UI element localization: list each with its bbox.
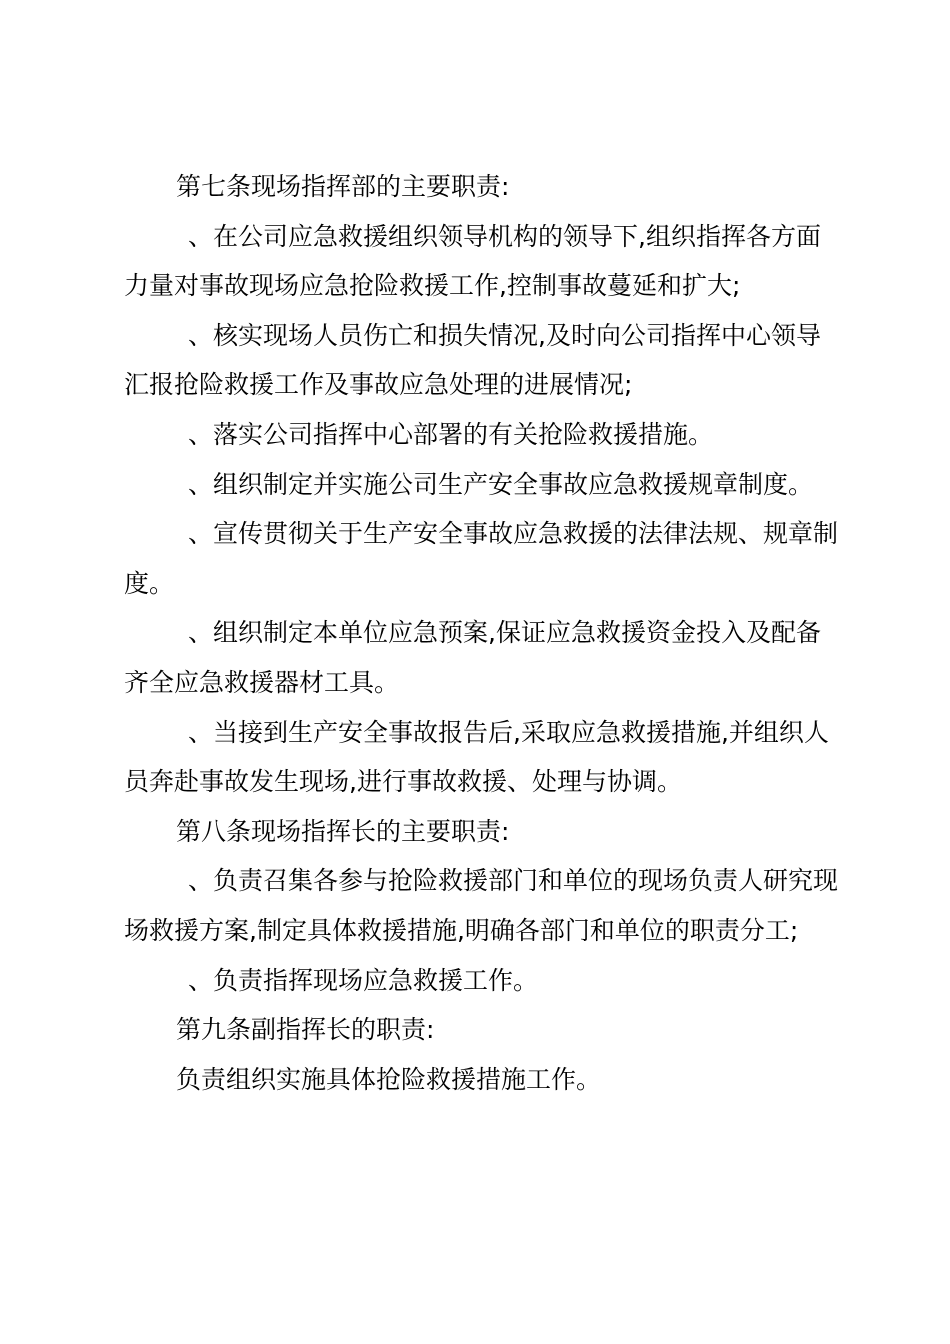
- article-9-text: 负责组织实施具体抢险救援措施工作。: [176, 1064, 602, 1094]
- article-8-heading: 第八条现场指挥长的主要职责:: [176, 816, 510, 846]
- article-7-item-7: 、当接到生产安全事故报告后,采取应急救援措施,并组织人员奔赴事故发生现场,进行事故救援、处理与协调。: [124, 717, 829, 797]
- article-7-item-2: 、核实现场人员伤亡和损失情况,及时向公司指挥中心领导汇报抢险救援工作及事故应急处理的进展情况;: [124, 320, 821, 400]
- article-7-item-4: 、组织制定并实施公司生产安全事故应急救援规章制度。: [188, 469, 814, 499]
- document-body: [124, 162, 840, 1104]
- article-9-heading: 第九条副指挥长的职责:: [176, 1015, 435, 1045]
- article-8-item-2: 、负责指挥现场应急救援工作。: [188, 965, 539, 995]
- article-7-item-1: 、在公司应急救援组织领导机构的领导下,组织指挥各方面力量对事故现场应急抢险救援工作,控制事故蔓延和扩大;: [124, 221, 821, 301]
- article-7-heading: 第七条现场指挥部的主要职责:: [176, 172, 510, 201]
- article-8-item-1: 、负责召集各参与抢险救援部门和单位的现场负责人研究现场救援方案,制定具体救援措施,明确各部门和单位的职责分工;: [124, 866, 839, 945]
- article-7-item-6: 、组织制定本单位应急预案,保证应急救援资金投入及配备齐全应急救援器材工具。: [124, 618, 821, 697]
- article-7-item-3: 、落实公司指挥中心部署的有关抢险救援措施。: [188, 419, 714, 449]
- article-7-item-5: 、宣传贯彻关于生产安全事故应急救援的法律法规、规章制度。: [124, 519, 839, 598]
